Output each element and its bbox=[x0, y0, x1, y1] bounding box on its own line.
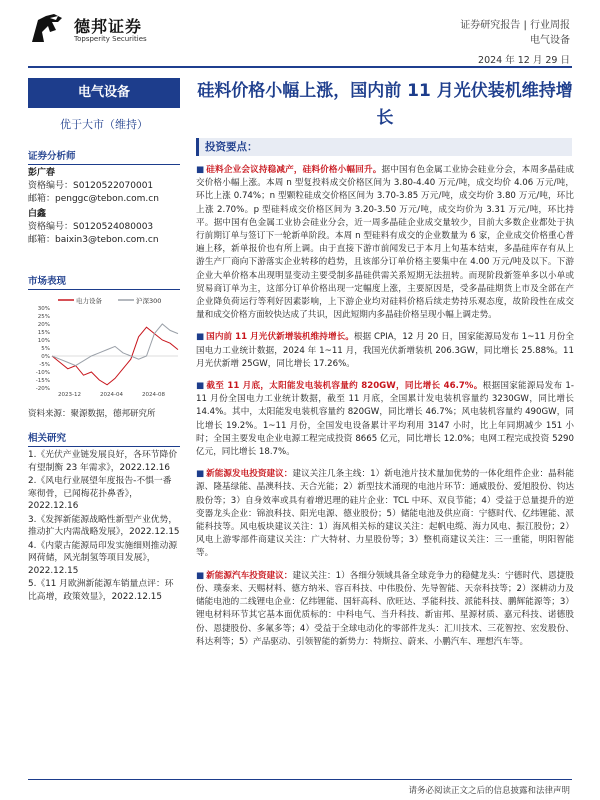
analyst-cert: 资格编号：S0120524080003 bbox=[28, 222, 154, 232]
y-tick-label: -15% bbox=[35, 378, 50, 384]
related-section-head: 相关研究 bbox=[28, 430, 180, 447]
sector-tag: 电气设备 bbox=[530, 35, 570, 46]
main-body bbox=[196, 164, 574, 658]
logo-name-cn: 德邦证券 bbox=[74, 17, 143, 36]
y-tick-label: -20% bbox=[35, 386, 50, 392]
paragraph-text: 建议关注：1）各细分领域具备全球竞争力的稳健龙头：宁德时代、恩捷股份、璞泰来、天赐材料、德方纳米、容百科技、中伟股份、先导智能、天奈科技等；2）深耕动力及储能电池的二线锂电企业：亿纬锂能、国轩高科、欣旺达、孚能科技、派能科技、鹏辉能源等；3）锂电材料环节其它基本面优质标的：中科电气、当升科技、新宙邦、星源材质、嘉元科技、诺德股份、恩捷股份、多氟多等；4）受益于全球电动化的零部件龙头：汇川技术、三花智控、宏发股份、科达利等；5）产品驱动、引领智能的新势力：特斯拉、蔚来、小鹏汽车、理想汽车等。 bbox=[196, 570, 574, 647]
y-tick-label: -10% bbox=[35, 370, 50, 376]
related-list bbox=[28, 449, 180, 603]
paragraph-4 bbox=[196, 468, 574, 560]
related-item[interactable]: 5.《11 月欧洲新能源车销量点评：环比高增，政策效显》，2022.12.15 bbox=[28, 579, 174, 602]
bullet-icon: ■ bbox=[196, 570, 205, 581]
legend-label-b: 沪深300 bbox=[136, 297, 162, 305]
header-divider bbox=[28, 66, 572, 68]
sector-box: 电气设备 bbox=[28, 78, 180, 108]
analyst-cert: 资格编号：S0120522070001 bbox=[28, 181, 154, 191]
logo-name-en: Topsperity Securities bbox=[74, 35, 147, 43]
y-tick-label: -5% bbox=[39, 362, 50, 368]
paragraph-lead: 硅料企业会议持稳减产，硅料价格小幅回升。 bbox=[206, 165, 382, 175]
y-tick-label: 15% bbox=[37, 330, 50, 336]
market-section-head: 市场表现 bbox=[28, 273, 180, 290]
x-tick-label: 2024-08 bbox=[142, 392, 165, 398]
paragraph-lead: 国内前 11 月光伏新增装机维持增长。 bbox=[206, 332, 354, 343]
analyst-name: 彭广春 bbox=[28, 168, 56, 178]
related-item[interactable]: 3.《发挥新能源战略性新型产业优势，推动扩大内需战略发展》，2022.12.15 bbox=[28, 514, 180, 537]
logo bbox=[28, 10, 168, 50]
chart-source: 资料来源：聚源数据，德邦研究所 bbox=[28, 409, 156, 419]
report-type: 证券研究报告 | 行业周报 bbox=[460, 20, 570, 31]
rating: 优于大市（维持） bbox=[60, 118, 148, 131]
bullet-icon: ■ bbox=[196, 332, 205, 343]
paragraph-text: 建议关注几条主线：1）新电池片技术量加优势的一体化组件企业：晶科能源、隆基绿能、晶澳科技、天合光能；2）新型技术涌现的电池片环节：通威股份、爱旭股份、钧达股份等；3）自身效率或具有着增迟理的硅片企业：TCL 中环、双良节能；4）受益于总量提升的逆变器龙头企业：锦浪科技、阳光电源、德业股份；5）储能电池及供应商：宁德时代、亿纬锂能、派能科技等。风电板块建议关注：1）海风相关标的建议关注：起帆电缆、海力风电、振江股份；2）风电上游零部件商建议关注：广大特材、力星股份等；3）整机商建议关注：三一重能，明阳智能等。 bbox=[196, 469, 574, 559]
report-date: 2024 年 12 月 29 日 bbox=[478, 55, 570, 66]
bullet-icon: ■ bbox=[196, 469, 205, 480]
analyst-1 bbox=[28, 167, 180, 206]
y-tick-label: 30% bbox=[37, 306, 50, 312]
related-item[interactable]: 4.《内蒙古能源局印发实施细则推动源网荷储，风光制氢等项目发展》，2022.12.15 bbox=[28, 540, 178, 576]
paragraph-3 bbox=[196, 380, 574, 459]
y-tick-label: 20% bbox=[37, 322, 50, 328]
analyst-section-head: 证券分析师 bbox=[28, 148, 180, 165]
related-item[interactable]: 1.《光伏产业链发展良好，各环节降价有望制衡 23 年需求》，2022.12.16 bbox=[28, 450, 178, 473]
y-tick-label: 0% bbox=[41, 354, 50, 360]
x-axis-ticks bbox=[58, 392, 165, 398]
footer-disclaimer: 请务必阅读正文之后的信息披露和法律声明 bbox=[408, 786, 570, 796]
paragraph-1 bbox=[196, 164, 574, 322]
paragraph-5 bbox=[196, 570, 574, 649]
key-points-head: 投资要点： bbox=[196, 138, 572, 156]
footer-divider bbox=[28, 779, 572, 780]
paragraph-lead: 新能源发电投资建议： bbox=[206, 469, 293, 480]
x-tick-label: 2023-12 bbox=[58, 392, 81, 398]
bullet-icon: ■ bbox=[196, 165, 205, 175]
paragraph-text: 据中国有色金属工业协会硅业分会，本周多晶硅成交价格小幅上涨。本周 n 型复投料成交价格区间为 3.80-4.40 万元/吨，成交均价 4.06 万元/吨，环比上涨 0.74%；n 型颗粒硅成交价格区间为 3.70-3.85 万元/吨，成交均价 3.80 万元/吨，环比上涨 2.70%。p 型硅料成交价格区间为 3.20-3.50 万元/吨，成交均价为 3.31 万元/吨，环比持平。据中国有色金属工业协会硅业分会，近一周多晶硅企业成交量较少，目前大多数企业都处于执行前期订单与签订下一轮新单阶段。本周 n 型硅料有成交的企业数量为 6 家，企业成交价格重心普遍上移，新单报价也有所上调。由于直接下游市前闻发已于本月上旬基本结束，多晶硅库存有从上游生产厂商向下游落实企业转移的趋势，且该部分订单价格主要集中在 4.00 万元/吨及以下。下游企业大单价格本出现明显变动主要受制多晶硅供需关系短期无法扭转。而现阶段新签单多以小单或贸易商订单为主，这部分订单价格出现一定幅度上涨，主要原因是，受多晶硅期货上市及全部在产企业降负荷运行等利好因素影响，上下游企业均对硅料价格后续走势持乐观态度，故阶段性在成交量和成交价格方面较快达成了共识，因此短期内多晶硅价格呈现小幅上调走势。 bbox=[196, 165, 574, 321]
paragraph-lead: 新能源汽车投资建议： bbox=[206, 570, 293, 581]
analyst-email[interactable]: 邮箱：baixin3@tebon.com.cn bbox=[28, 235, 159, 245]
analyst-2 bbox=[28, 208, 180, 247]
analyst-email[interactable]: 邮箱：penggc@tebon.com.cn bbox=[28, 194, 159, 204]
paragraph-2 bbox=[196, 331, 574, 371]
series-lines bbox=[52, 324, 178, 385]
x-tick-label: 2024-04 bbox=[100, 392, 123, 398]
y-tick-label: 10% bbox=[37, 338, 50, 344]
paragraph-text: 根据国家能源局发布 1-11 月份全国电力工业统计数据，截至 11 月底，全国累计发电装机容量约 3230GW，同比增长 14.4%。其中，太阳能发电装机容量约 820GW，同比增长 46.7%；风电装机容量约 490GW，同比增长 19.2%。1~11 月份，全国发电设备累计平均利用 3147 小时，比上年同期减少 151 小时；全国主要发电企业电源工程完成投资 8665 亿元，同比增长 12.0%；电网工程完成投资 5290 亿元，同比增长 18.7%。 bbox=[196, 381, 574, 458]
legend-label-a: 电力设备 bbox=[76, 297, 102, 305]
horse-logo-icon bbox=[28, 12, 68, 46]
market-chart-svg bbox=[28, 294, 180, 400]
related-item[interactable]: 2.《风电行业展望年度报告-不惧一番寒彻骨，已闻梅花扑鼻香》，2022.12.16 bbox=[28, 476, 172, 511]
bullet-icon: ■ bbox=[196, 381, 205, 392]
paragraph-text: 根据 CPIA，12 月 20 日，国家能源局发布 1~11 月份全国电力工业统计数据，2024 年 1~11 月，我国光伏新增装机 206.3GW，同比增长 25.88%。11 月光伏新增 25GW，同比增长 17.26%。 bbox=[196, 332, 574, 369]
y-tick-label: 25% bbox=[37, 314, 50, 320]
series-line bbox=[52, 324, 178, 366]
analyst-name: 白鑫 bbox=[28, 209, 47, 219]
market-chart bbox=[28, 294, 180, 404]
y-axis-ticks bbox=[36, 306, 178, 392]
y-tick-label: 5% bbox=[41, 346, 50, 352]
report-title: 硅料价格小幅上涨，国内前 11 月光伏装机维持增长 bbox=[197, 81, 573, 128]
report-meta bbox=[460, 18, 570, 48]
left-sidebar bbox=[28, 70, 180, 604]
paragraph-lead: 截至 11 月底，太阳能发电装机容量约 820GW，同比增长 46.7%。 bbox=[206, 381, 483, 392]
